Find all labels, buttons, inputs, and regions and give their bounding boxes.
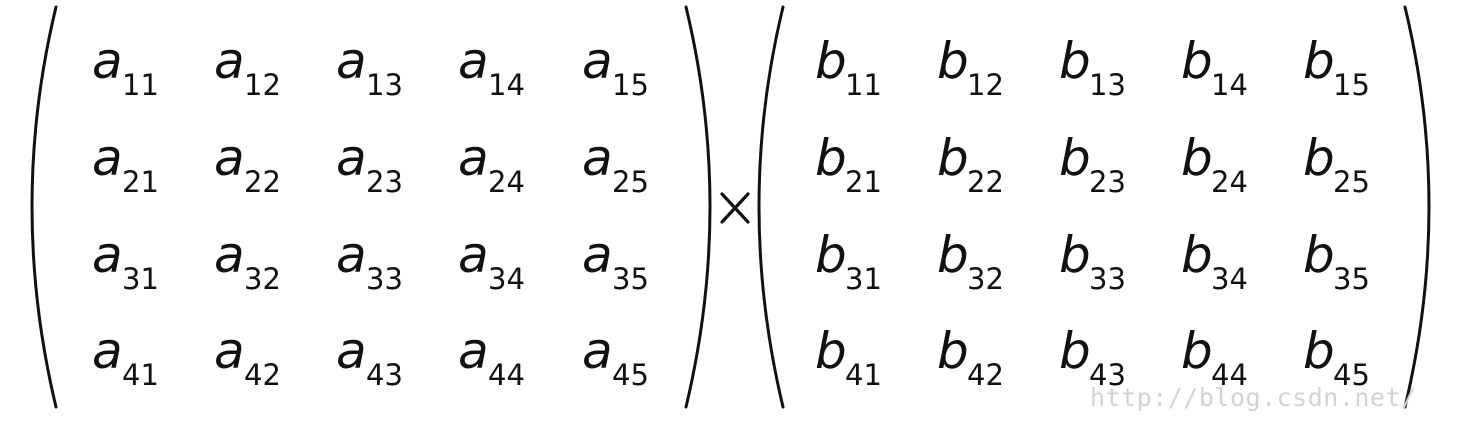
matrix-a-entry-12 bbox=[214, 32, 281, 102]
matrix-a-entry-15 bbox=[582, 32, 649, 102]
matrix-a-subscript: 25 bbox=[612, 165, 649, 199]
matrix-a bbox=[92, 32, 649, 392]
matrix-b bbox=[815, 32, 1370, 392]
matrix-b-symbol: b bbox=[1181, 32, 1213, 90]
matrix-b-entry-31 bbox=[815, 226, 882, 296]
matrix-b-symbol: b bbox=[1059, 32, 1091, 90]
matrix-a-entry-24 bbox=[458, 129, 525, 199]
matrix-b-subscript: 42 bbox=[967, 358, 1004, 392]
matrix-b-symbol: b bbox=[1303, 322, 1335, 380]
matrix-a-subscript: 22 bbox=[244, 165, 281, 199]
matrix-a-entry-11 bbox=[92, 32, 159, 102]
matrix-a-symbol: a bbox=[458, 322, 489, 380]
matrix-b-subscript: 13 bbox=[1089, 68, 1126, 102]
matrix-b-subscript: 44 bbox=[1211, 358, 1248, 392]
matrix-a-subscript: 33 bbox=[366, 262, 403, 296]
matrix-b-entry-23 bbox=[1059, 129, 1126, 199]
matrix-b-subscript: 14 bbox=[1211, 68, 1248, 102]
matrix-a-entry-42 bbox=[214, 322, 281, 392]
matrix-b-subscript: 21 bbox=[845, 165, 882, 199]
matrix-a-subscript: 41 bbox=[122, 358, 159, 392]
matrix-a-subscript: 11 bbox=[122, 68, 159, 102]
matrix-b-entry-25 bbox=[1303, 129, 1370, 199]
matrix-a-entry-13 bbox=[336, 32, 403, 102]
matrix-b-subscript: 11 bbox=[845, 68, 882, 102]
matrix-b-entry-41 bbox=[815, 322, 882, 392]
matrix-a-subscript: 34 bbox=[488, 262, 525, 296]
matrix-a-right-paren bbox=[686, 7, 710, 407]
matrix-a-entry-25 bbox=[582, 129, 649, 199]
matrix-a-symbol: a bbox=[214, 32, 245, 90]
matrix-b-symbol: b bbox=[815, 322, 847, 380]
matrix-a-subscript: 21 bbox=[122, 165, 159, 199]
watermark-text: http://blog.csdn.net/ bbox=[1090, 383, 1417, 412]
matrix-b-subscript: 24 bbox=[1211, 165, 1248, 199]
matrix-a-entry-41 bbox=[92, 322, 159, 392]
matrix-b-subscript: 43 bbox=[1089, 358, 1126, 392]
matrix-b-entry-34 bbox=[1181, 226, 1248, 296]
matrix-b-symbol: b bbox=[1303, 226, 1335, 284]
multiplication-operator bbox=[722, 194, 748, 222]
matrix-b-entry-42 bbox=[937, 322, 1004, 392]
matrix-a-symbol: a bbox=[458, 32, 489, 90]
matrix-a-entry-44 bbox=[458, 322, 525, 392]
matrix-b-subscript: 12 bbox=[967, 68, 1004, 102]
matrix-a-subscript: 23 bbox=[366, 165, 403, 199]
matrix-b-subscript: 35 bbox=[1333, 262, 1370, 296]
matrix-b-entry-21 bbox=[815, 129, 882, 199]
matrix-a-entry-31 bbox=[92, 226, 159, 296]
matrix-a-left-paren bbox=[32, 7, 56, 407]
matrix-b-subscript: 45 bbox=[1333, 358, 1370, 392]
matrix-b-entry-33 bbox=[1059, 226, 1126, 296]
matrix-a-symbol: a bbox=[582, 226, 613, 284]
matrix-a-subscript: 14 bbox=[488, 68, 525, 102]
matrix-a-subscript: 35 bbox=[612, 262, 649, 296]
matrix-a-symbol: a bbox=[214, 322, 245, 380]
matrix-a-entry-45 bbox=[582, 322, 649, 392]
matrix-b-symbol: b bbox=[1059, 129, 1091, 187]
matrix-a-symbol: a bbox=[582, 32, 613, 90]
matrix-b-symbol: b bbox=[815, 129, 847, 187]
matrix-b-entry-44 bbox=[1181, 322, 1248, 392]
matrix-a-entry-34 bbox=[458, 226, 525, 296]
matrix-a-symbol: a bbox=[214, 129, 245, 187]
matrix-b-symbol: b bbox=[1181, 129, 1213, 187]
matrix-b-entry-45 bbox=[1303, 322, 1370, 392]
matrix-a-subscript: 31 bbox=[122, 262, 159, 296]
matrix-a-symbol: a bbox=[336, 322, 367, 380]
matrix-b-left-paren bbox=[759, 7, 783, 407]
matrix-a-symbol: a bbox=[458, 129, 489, 187]
matrix-b-symbol: b bbox=[1181, 322, 1213, 380]
matrix-b-subscript: 34 bbox=[1211, 262, 1248, 296]
matrix-b-symbol: b bbox=[1303, 32, 1335, 90]
matrix-b-entry-24 bbox=[1181, 129, 1248, 199]
matrix-b-symbol: b bbox=[1059, 226, 1091, 284]
matrix-b-entry-22 bbox=[937, 129, 1004, 199]
matrix-b-right-paren bbox=[1405, 7, 1429, 407]
matrix-a-subscript: 12 bbox=[244, 68, 281, 102]
matrix-b-subscript: 15 bbox=[1333, 68, 1370, 102]
matrix-b-subscript: 23 bbox=[1089, 165, 1126, 199]
matrix-a-entry-33 bbox=[336, 226, 403, 296]
matrix-a-subscript: 44 bbox=[488, 358, 525, 392]
matrix-a-entry-14 bbox=[458, 32, 525, 102]
matrix-b-subscript: 25 bbox=[1333, 165, 1370, 199]
matrix-a-symbol: a bbox=[582, 322, 613, 380]
matrix-a-symbol: a bbox=[92, 322, 123, 380]
matrix-b-symbol: b bbox=[815, 226, 847, 284]
matrix-b-symbol: b bbox=[1059, 322, 1091, 380]
matrix-a-subscript: 13 bbox=[366, 68, 403, 102]
matrix-b-entry-15 bbox=[1303, 32, 1370, 102]
matrix-a-subscript: 32 bbox=[244, 262, 281, 296]
matrix-b-entry-35 bbox=[1303, 226, 1370, 296]
matrix-a-symbol: a bbox=[336, 226, 367, 284]
matrix-a-symbol: a bbox=[582, 129, 613, 187]
matrix-b-entry-12 bbox=[937, 32, 1004, 102]
matrix-a-symbol: a bbox=[92, 226, 123, 284]
matrix-a-symbol: a bbox=[214, 226, 245, 284]
matrix-b-subscript: 41 bbox=[845, 358, 882, 392]
matrix-b-symbol: b bbox=[937, 226, 969, 284]
matrix-b-entry-14 bbox=[1181, 32, 1248, 102]
matrix-b-entry-13 bbox=[1059, 32, 1126, 102]
matrix-a-subscript: 42 bbox=[244, 358, 281, 392]
matrix-a-entry-35 bbox=[582, 226, 649, 296]
matrix-b-symbol: b bbox=[815, 32, 847, 90]
matrix-a-entry-23 bbox=[336, 129, 403, 199]
matrix-a-subscript: 15 bbox=[612, 68, 649, 102]
matrix-b-subscript: 33 bbox=[1089, 262, 1126, 296]
matrix-a-entry-32 bbox=[214, 226, 281, 296]
matrix-a-subscript: 24 bbox=[488, 165, 525, 199]
matrix-a-symbol: a bbox=[458, 226, 489, 284]
matrix-b-entry-43 bbox=[1059, 322, 1126, 392]
matrix-a-entry-22 bbox=[214, 129, 281, 199]
matrix-b-symbol: b bbox=[937, 129, 969, 187]
matrix-b-symbol: b bbox=[1303, 129, 1335, 187]
matrix-b-entry-32 bbox=[937, 226, 1004, 296]
matrix-a-subscript: 43 bbox=[366, 358, 403, 392]
matrix-b-symbol: b bbox=[1181, 226, 1213, 284]
matrix-b-subscript: 31 bbox=[845, 262, 882, 296]
matrix-a-subscript: 45 bbox=[612, 358, 649, 392]
matrix-b-symbol: b bbox=[937, 322, 969, 380]
matrix-b-entry-11 bbox=[815, 32, 882, 102]
matrix-b-subscript: 22 bbox=[967, 165, 1004, 199]
matrix-a-symbol: a bbox=[336, 32, 367, 90]
matrix-a-entry-43 bbox=[336, 322, 403, 392]
matrix-a-entry-21 bbox=[92, 129, 159, 199]
matrix-b-symbol: b bbox=[937, 32, 969, 90]
matrix-a-symbol: a bbox=[92, 32, 123, 90]
matrix-a-symbol: a bbox=[336, 129, 367, 187]
matrix-b-subscript: 32 bbox=[967, 262, 1004, 296]
matrix-a-symbol: a bbox=[92, 129, 123, 187]
